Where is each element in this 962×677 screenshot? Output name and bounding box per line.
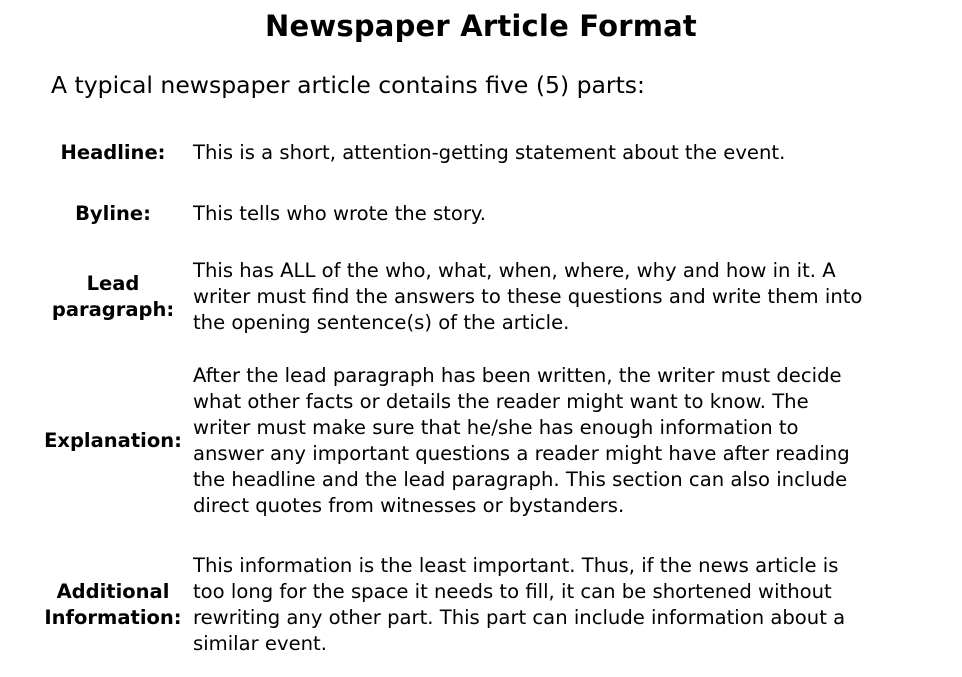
part-definition-line: the headline and the lead paragraph. This section can also include: [193, 468, 848, 491]
part-term-line: Headline:: [60, 141, 166, 164]
part-term-line: Explanation:: [44, 429, 182, 452]
part-definition-line: This has ALL of the who, what, when, where, why and how in it. A: [193, 259, 836, 282]
part-definition-line: direct quotes from witnesses or bystanders.: [193, 494, 625, 517]
part-term: [32, 201, 194, 227]
part-definition-line: too long for the space it needs to fill, it can be shortened without: [193, 580, 832, 603]
part-definition: [193, 258, 938, 336]
part-term-line: Additional: [56, 580, 170, 603]
part-definition-line: This tells who wrote the story.: [193, 202, 486, 225]
page-title: Newspaper Article Format: [265, 9, 697, 43]
part-term-line: Byline:: [75, 202, 151, 225]
part-definition-line: what other facts or details the reader might want to know. The: [193, 390, 809, 413]
part-definition-line: similar event.: [193, 632, 327, 655]
part-definition: [193, 140, 938, 166]
part-term-line: Lead: [86, 272, 140, 295]
part-definition-line: This is a short, attention-getting statement about the event.: [193, 141, 786, 164]
part-term: [32, 271, 194, 323]
part-term-line: Information:: [44, 606, 182, 629]
part-definition: [193, 201, 938, 227]
part-definition-line: the opening sentence(s) of the article.: [193, 311, 570, 334]
part-definition-line: writer must find the answers to these questions and write them into: [193, 285, 863, 308]
part-term: [32, 140, 194, 166]
part-definition: [193, 363, 938, 519]
part-definition: [193, 553, 938, 657]
intro-text: A typical newspaper article contains five (5) parts:: [51, 71, 645, 99]
part-definition-line: This information is the least important. Thus, if the news article is: [193, 554, 839, 577]
part-definition-line: answer any important questions a reader might have after reading: [193, 442, 850, 465]
part-term-line: paragraph:: [51, 298, 175, 321]
part-term: [32, 579, 194, 631]
part-definition-line: After the lead paragraph has been written, the writer must decide: [193, 364, 842, 387]
part-definition-line: writer must make sure that he/she has enough information to: [193, 416, 799, 439]
part-definition-line: rewriting any other part. This part can include information about a: [193, 606, 846, 629]
part-term: [32, 428, 194, 454]
